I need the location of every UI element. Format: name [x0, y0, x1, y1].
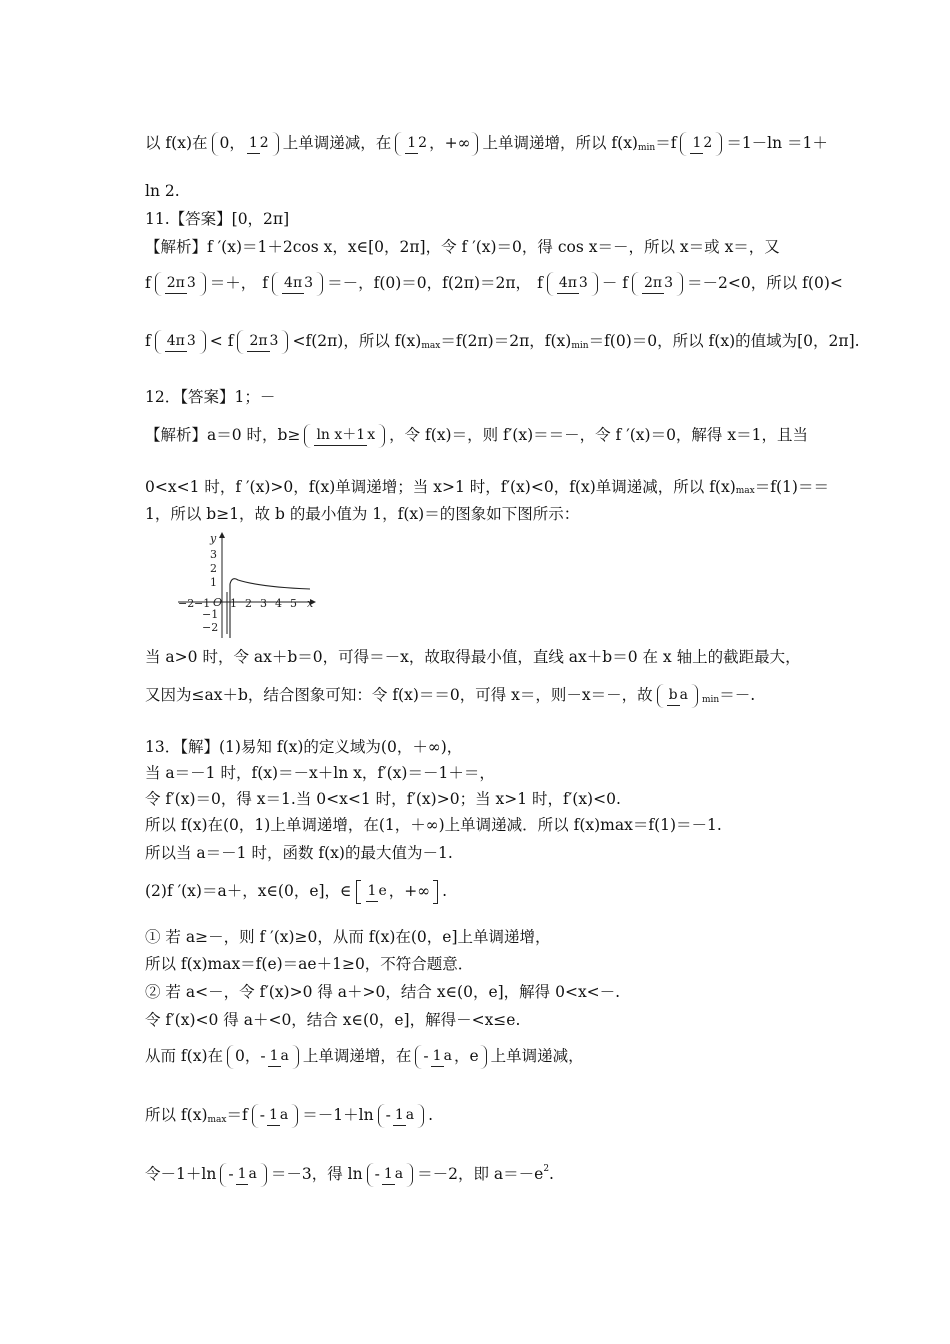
line-22: 令 f′(x)<0 得 a＋<0，结合 x∈(0，e]，解得－<x≤e. — [145, 1011, 521, 1029]
interval-right: 1 2 ，+∞ — [395, 132, 478, 156]
case-2: ② 若 a<－，令 f′(x)>0 得 a＋>0，结合 x∈(0，e]，解得 0<x<－. — [145, 983, 621, 1001]
line-2: ln 2. — [145, 182, 180, 200]
solution-13: 13．【解】(1)易知 f(x)的定义域为(0，＋∞)， — [145, 738, 463, 756]
line-5: f 2π 3 ＝＋， f 4π 3 ＝－，f(0)＝0，f(2π)＝2π， f 4π 3 － f 2π 3 ＝－2<0，所以 f(0)< — [145, 272, 843, 296]
svg-text:3: 3 — [260, 597, 267, 610]
svg-text:4: 4 — [275, 597, 282, 610]
interval-left: 0， 1 2 — [212, 132, 279, 156]
function-graph — [170, 530, 320, 640]
svg-text:x: x — [307, 597, 314, 610]
answer-11: 11.【答案】[0，2π] — [145, 210, 290, 228]
line-15: 令 f′(x)＝0，得 x＝1.当 0<x<1 时，f′(x)>0；当 x>1 时，f′(x)<0. — [145, 790, 621, 808]
line-16: 所以 f(x)在(0，1)上单调递增，在(1，＋∞)上单调递减．所以 f(x)max＝f(1)＝－1. — [145, 816, 722, 834]
line-9: 0<x<1 时，f ′(x)>0，f(x)单调递增；当 x>1 时，f′(x)<0，f(x)单调递减，所以 f(x) max ＝f(1)＝＝ — [145, 478, 829, 497]
case-1: ① 若 a≥－，则 f ′(x)≥0，从而 f(x)在(0，e]上单调递增， — [145, 928, 551, 946]
line-12: 又因为≤ax＋b，结合图象可知：令 f(x)＝＝0，可得 x＝，则－x＝－，故 b a min ＝－. — [145, 684, 755, 708]
line-23: 从而 f(x)在 0，- 1 a 上单调递增，在 - 1 a ，e 上单调递减， — [145, 1045, 584, 1069]
svg-text:1: 1 — [210, 576, 217, 589]
svg-text:−2: −2 — [178, 597, 195, 610]
line-6: f 4π 3 < f 2π 3 <f(2π)，所以 f(x) max ＝f(2π)＝2π，f(x) min ＝f(0)＝0，所以 f(x)的值域为[0，2π]. — [145, 330, 860, 354]
svg-text:−1: −1 — [194, 597, 211, 610]
line-24: 所以 f(x) max ＝f - 1 a ＝－1＋ln - 1 a . — [145, 1104, 433, 1128]
svg-text:2: 2 — [210, 562, 217, 575]
svg-text:y: y — [210, 532, 217, 545]
line-14: 当 a＝－1 时，f(x)＝－x＋ln x，f′(x)＝－1＋＝， — [145, 764, 495, 782]
line-25: 令－1＋ln - 1 a ＝－3，得 ln - 1 a ＝－2，即 a＝－e 2 . — [145, 1163, 554, 1187]
svg-text:−2: −2 — [202, 621, 219, 634]
answer-12: 12．【答案】1；－ — [145, 388, 276, 406]
line-1: 以 f(x)在 0， 1 2 上单调递减，在 1 2 ，+∞ 上单调递增，所以 f(x) min ＝f 1 2 ＝1－ln ＝1＋ — [145, 132, 828, 156]
svg-text:O: O — [213, 596, 223, 609]
svg-text:−1: −1 — [202, 608, 219, 621]
line-17: 所以当 a＝－1 时，函数 f(x)的最大值为－1. — [145, 844, 453, 862]
line-20: 所以 f(x)max＝f(e)＝ae＋1≥0，不符合题意． — [145, 955, 474, 973]
analysis-11: 【解析】f ′(x)＝1＋2cos x，x∈[0，2π]，令 f ′(x)＝0，得 cos x＝－，所以 x＝或 x＝，又 — [145, 238, 780, 256]
line-18: (2)f ′(x)＝a＋，x∈(0，e]，∈ 1 e ，+∞ . — [145, 880, 447, 904]
svg-text:2: 2 — [245, 597, 252, 610]
line-11: 当 a>0 时，令 ax＋b＝0，可得＝－x，故取得最小值，直线 ax＋b＝0 在 x 轴上的截距最大， — [145, 648, 801, 666]
line-8: 【解析】a＝0 时，b≥ ln x＋1 x ，令 f(x)＝，则 f′(x)＝＝－，令 f ′(x)＝0，解得 x＝1，且当 — [145, 424, 808, 448]
svg-text:1: 1 — [230, 597, 237, 610]
line-10: 1，所以 b≥1，故 b 的最小值为 1，f(x)＝的图象如下图所示： — [145, 505, 580, 523]
svg-text:3: 3 — [210, 548, 217, 561]
svg-text:5: 5 — [290, 597, 297, 610]
